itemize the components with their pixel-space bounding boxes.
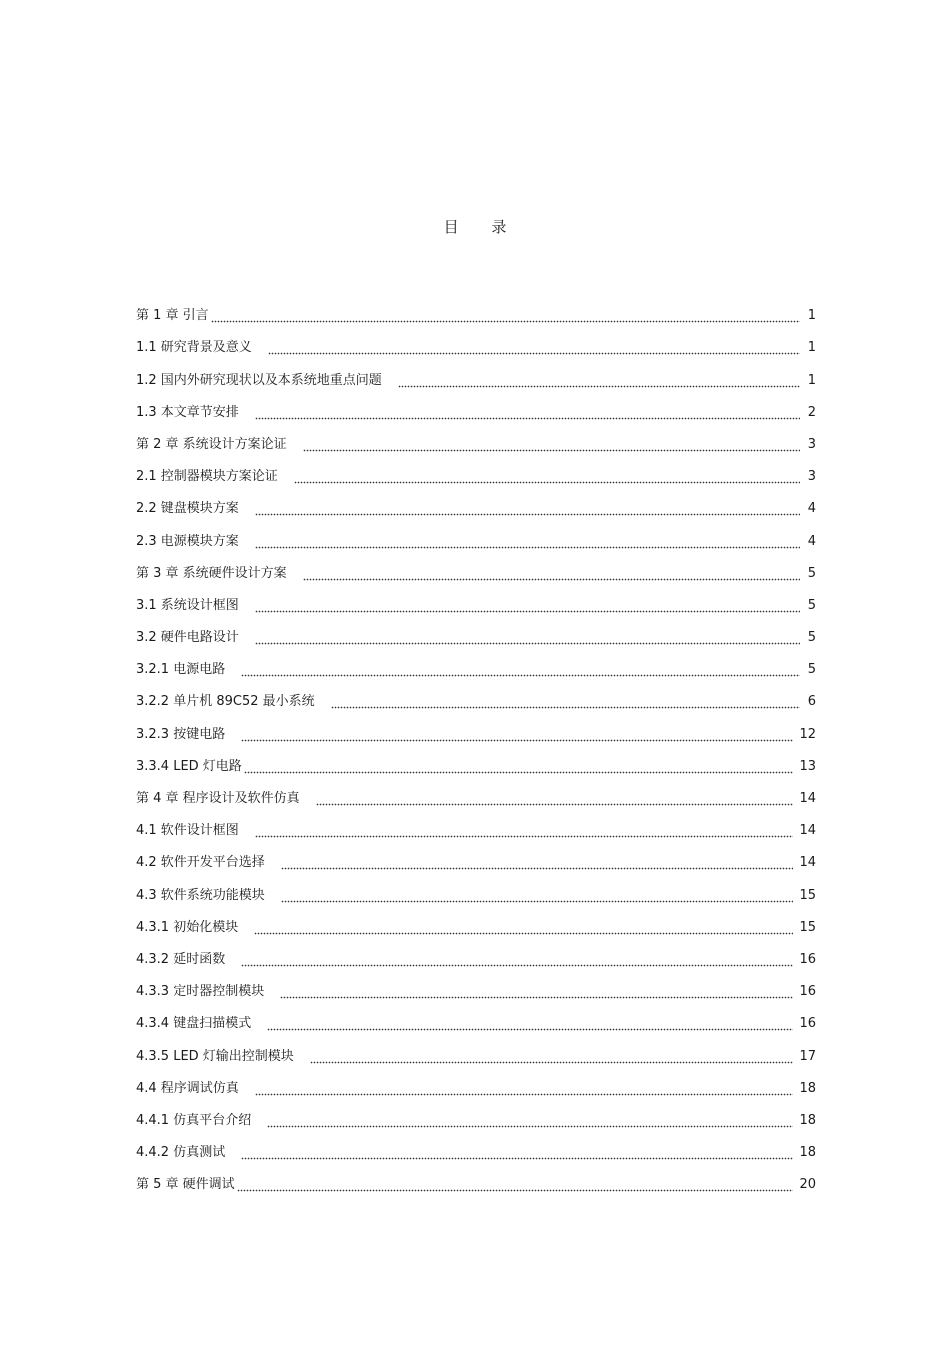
toc-dot-leader xyxy=(241,662,800,678)
toc-dot-leader xyxy=(280,984,793,1000)
toc-entry[interactable] xyxy=(136,1000,816,1032)
toc-entry[interactable] xyxy=(136,389,816,421)
toc-entry[interactable] xyxy=(136,1065,816,1097)
toc-entry-label: 4.3.5 LED 灯输出控制模块 xyxy=(136,1048,294,1064)
toc-entry[interactable] xyxy=(136,1129,816,1161)
toc-entry-page-number: 15 xyxy=(799,919,816,935)
toc-entry-label: 1.1 研究背景及意义 xyxy=(136,340,252,356)
toc-entry[interactable] xyxy=(136,710,816,742)
toc-entry[interactable] xyxy=(136,582,816,614)
toc-entry-label: 1.2 国内外研究现状以及本系统地重点问题 xyxy=(136,372,382,388)
toc-dot-leader xyxy=(244,759,794,775)
toc-entry-page-number: 4 xyxy=(807,501,816,517)
toc-entry-page-number: 5 xyxy=(807,565,816,581)
toc-entry[interactable] xyxy=(136,678,816,710)
toc-entry[interactable] xyxy=(136,614,816,646)
toc-entry-label: 1.3 本文章节安排 xyxy=(136,404,239,420)
toc-entry-page-number: 14 xyxy=(799,791,816,806)
toc-entry-label: 2.2 键盘模块方案 xyxy=(136,501,239,517)
toc-dot-leader xyxy=(294,469,800,485)
toc-dot-leader xyxy=(255,823,794,839)
toc-entry-label: 4.3.4 键盘扫描模式 xyxy=(136,1016,252,1032)
toc-entry[interactable] xyxy=(136,968,816,1000)
toc-entry-label: 4.1 软件设计框图 xyxy=(136,823,239,839)
toc-dot-leader xyxy=(255,534,800,550)
toc-title: 目 录 xyxy=(443,218,521,236)
toc-dot-leader xyxy=(398,373,800,389)
toc-dot-leader xyxy=(331,694,800,710)
toc-entry-page-number: 16 xyxy=(799,1016,816,1032)
toc-entry-page-number: 2 xyxy=(807,404,816,420)
toc-entry-label: 4.3.3 定时器控制模块 xyxy=(136,984,265,1000)
toc-entry-page-number: 18 xyxy=(799,1080,816,1096)
toc-dot-leader xyxy=(254,920,793,936)
toc-entry[interactable] xyxy=(136,550,816,582)
toc-entry-label: 第 3 章 系统硬件设计方案 xyxy=(136,565,287,581)
toc-entry[interactable] xyxy=(136,292,816,324)
toc-entry-page-number: 14 xyxy=(799,823,816,839)
toc-entry-page-number: 16 xyxy=(799,984,816,1000)
toc-entry-page-number: 3 xyxy=(807,436,816,452)
toc-entry-page-number: 15 xyxy=(799,887,816,903)
toc-dot-leader xyxy=(255,630,800,646)
toc-dot-leader xyxy=(303,437,800,453)
toc-entry[interactable] xyxy=(136,904,816,936)
toc-entry-page-number: 3 xyxy=(807,469,816,485)
toc-entry-page-number: 14 xyxy=(799,855,816,871)
toc-entry[interactable] xyxy=(136,453,816,485)
toc-dot-leader xyxy=(281,855,794,871)
toc-dot-leader xyxy=(268,340,800,356)
toc-dot-leader xyxy=(211,308,800,324)
toc-entry[interactable] xyxy=(136,356,816,388)
toc-dot-leader xyxy=(316,791,794,807)
toc-entry-page-number: 1 xyxy=(807,372,816,388)
toc-entry-label: 2.3 电源模块方案 xyxy=(136,533,239,549)
toc-entry[interactable] xyxy=(136,1161,816,1193)
toc-entry-label: 3.2.1 电源电路 xyxy=(136,662,226,678)
toc-entry[interactable] xyxy=(136,871,816,903)
toc-entry-label: 3.2.3 按键电路 xyxy=(136,726,226,742)
toc-entry[interactable] xyxy=(136,839,816,871)
toc-entry[interactable] xyxy=(136,743,816,775)
toc-entry[interactable] xyxy=(136,807,816,839)
toc-entry-label: 第 4 章 程序设计及软件仿真 xyxy=(136,791,300,806)
toc-entry-page-number: 5 xyxy=(807,630,816,646)
toc-entry-label: 4.3.1 初始化模块 xyxy=(136,919,239,935)
toc-entry-label: 第 1 章 引言 xyxy=(136,308,209,324)
toc-entry-page-number: 1 xyxy=(807,340,816,356)
toc-entry-label: 4.4.2 仿真测试 xyxy=(136,1145,226,1161)
toc-dot-leader xyxy=(241,727,793,743)
toc-entry-page-number: 18 xyxy=(799,1145,816,1161)
toc-entry-label: 3.1 系统设计框图 xyxy=(136,597,239,613)
toc-entry[interactable] xyxy=(136,1032,816,1064)
toc-entry[interactable] xyxy=(136,936,816,968)
toc-entry-label: 2.1 控制器模块方案论证 xyxy=(136,469,278,485)
table-of-contents xyxy=(136,292,816,1193)
toc-entry-label: 4.3.2 延时函数 xyxy=(136,951,226,967)
toc-entry[interactable] xyxy=(136,324,816,356)
toc-entry-label: 4.4.1 仿真平台介绍 xyxy=(136,1112,252,1128)
toc-dot-leader xyxy=(255,501,800,517)
toc-dot-leader xyxy=(281,888,794,904)
toc-entry-label: 3.2 硬件电路设计 xyxy=(136,630,239,646)
toc-entry-page-number: 5 xyxy=(807,597,816,613)
toc-entry-page-number: 13 xyxy=(799,758,816,774)
toc-dot-leader xyxy=(310,1049,794,1065)
toc-entry-page-number: 20 xyxy=(799,1177,816,1193)
toc-dot-leader xyxy=(237,1177,794,1193)
toc-dot-leader xyxy=(267,1113,793,1129)
toc-entry-page-number: 18 xyxy=(799,1112,816,1128)
toc-dot-leader xyxy=(255,1081,794,1097)
toc-entry-page-number: 16 xyxy=(799,951,816,967)
toc-entry-label: 3.3.4 LED 灯电路 xyxy=(136,758,242,774)
toc-entry-label: 第 2 章 系统设计方案论证 xyxy=(136,436,287,452)
toc-dot-leader xyxy=(255,598,800,614)
toc-entry-page-number: 17 xyxy=(799,1048,816,1064)
toc-entry-label: 4.3 软件系统功能模块 xyxy=(136,887,265,903)
toc-entry[interactable] xyxy=(136,1097,816,1129)
toc-dot-leader xyxy=(255,405,800,421)
toc-entry-page-number: 5 xyxy=(807,662,816,678)
toc-entry[interactable] xyxy=(136,421,816,453)
toc-entry[interactable] xyxy=(136,517,816,549)
toc-entry-page-number: 12 xyxy=(799,726,816,742)
toc-entry-label: 4.4 程序调试仿真 xyxy=(136,1080,239,1096)
toc-entry[interactable] xyxy=(136,485,816,517)
toc-entry-label: 4.2 软件开发平台选择 xyxy=(136,855,265,871)
toc-entry-label: 3.2.2 单片机 89C52 最小系统 xyxy=(136,694,315,710)
toc-entry-page-number: 6 xyxy=(807,694,816,710)
toc-entry[interactable] xyxy=(136,646,816,678)
toc-entry-page-number: 4 xyxy=(807,533,816,549)
toc-dot-leader xyxy=(303,566,800,582)
toc-entry[interactable] xyxy=(136,775,816,807)
toc-entry-page-number: 1 xyxy=(807,308,816,324)
toc-dot-leader xyxy=(241,1145,793,1161)
toc-dot-leader xyxy=(267,1016,793,1032)
toc-entry-label: 第 5 章 硬件调试 xyxy=(136,1177,235,1193)
toc-dot-leader xyxy=(241,952,793,968)
